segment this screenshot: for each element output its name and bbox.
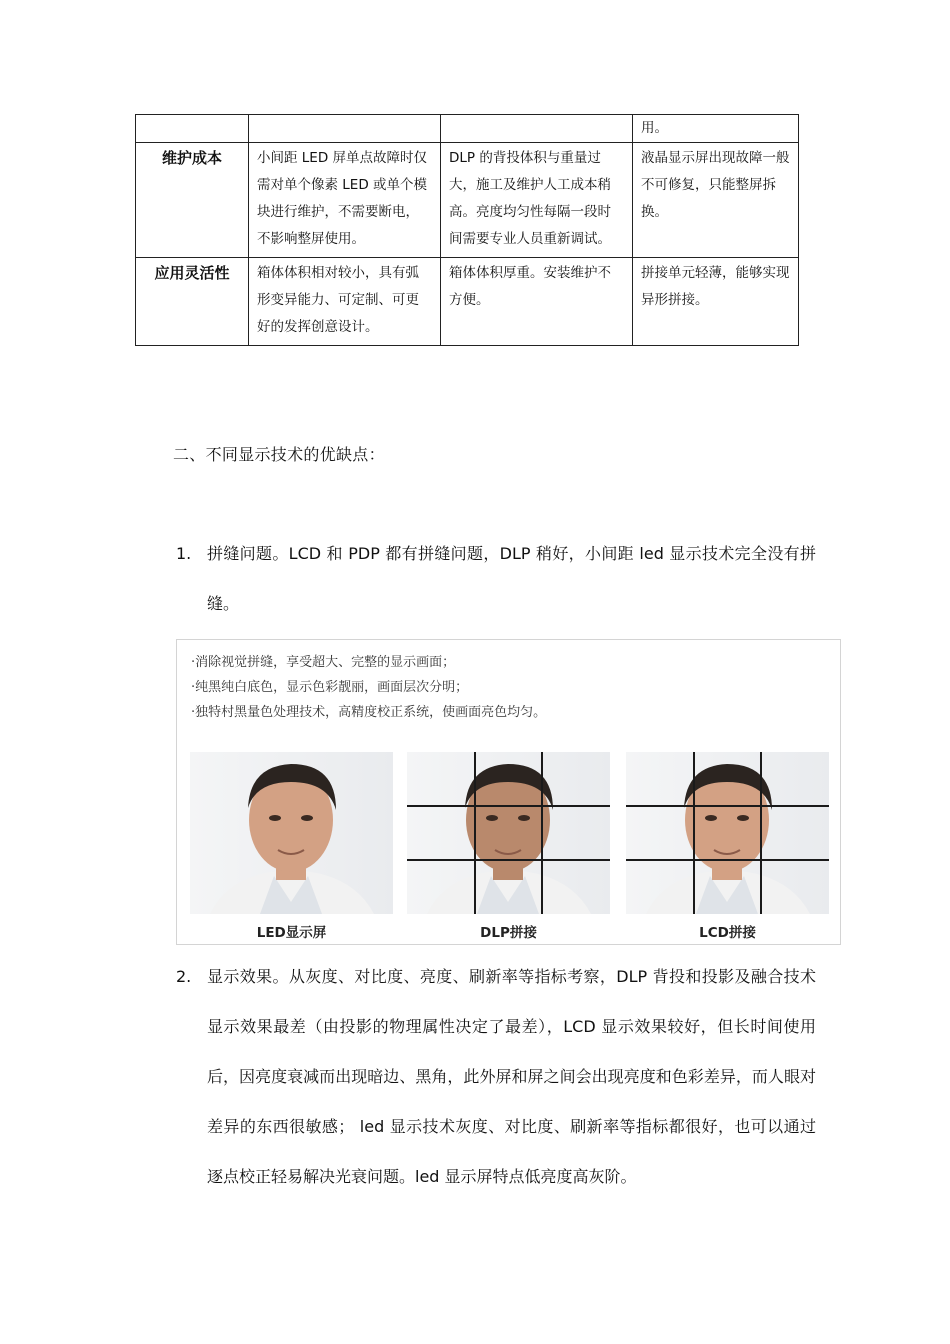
figure-bullet: ·独特村黑量色处理技术，高精度校正系统，使画面亮色均匀。 [191,705,547,720]
row-header-maintenance-cost: 维护成本 [136,143,249,258]
figure-bullets [191,650,546,725]
table-row [136,258,799,346]
table-cell: DLP 的背投体积与重量过大，施工及维护人工成本稍高。亮度均匀性每隔一段时间需要专业人员重新调试。 [441,143,633,258]
list-text: 拼缝问题。LCD 和 PDP 都有拼缝问题，DLP 稍好，小间距 led 显示技术完全没有拼缝。 [207,544,816,613]
row-header [136,115,249,143]
dlp-caption: DLP拼接 [480,925,537,941]
comparison-figure [176,639,841,945]
portrait-illustration [407,752,610,914]
table-cell: 拼接单元轻薄，能够实现异形拼接。 [633,258,799,346]
comparison-table [135,114,799,346]
table-cell: 箱体体积厚重。安装维护不方便。 [441,258,633,346]
table-cell: 用。 [633,115,799,143]
list-number: 1. [176,544,192,563]
table-cell [249,115,441,143]
dlp-portrait-image [407,752,610,914]
table-cell: 小间距 LED 屏单点故障时仅需对单个像素 LED 或单个模块进行维护，不需要断电，不影响整屏使用。 [249,143,441,258]
figure-bullet: ·纯黑纯白底色，显示色彩靓丽，画面层次分明； [191,680,469,695]
list-text: 显示效果。从灰度、对比度、亮度、刷新率等指标考察，DLP 背投和投影及融合技术显示效果最差（由投影的物理属性决定了最差），LCD 显示效果较好，但长时间使用后，因亮度衰减而出现暗边、黑角，此外屏和屏之间会出现亮度和色彩差异，而人眼对差异的东西很敏感； led 显示技术灰度、对比度、刷新率等指标都很好，也可以通过逐点校正轻易解决光衰问题。led 显示屏特点低亮度高灰阶。 [207,967,816,1186]
portrait-illustration [626,752,829,914]
table-row [136,115,799,143]
table-cell: 箱体体积相对较小，具有弧形变异能力、可定制、可更好的发挥创意设计。 [249,258,441,346]
led-caption: LED显示屏 [256,925,327,941]
list-number: 2. [176,967,192,986]
figure-bullet: ·消除视觉拼缝，享受超大、完整的显示画面； [191,655,456,670]
portrait-illustration [190,752,393,914]
lcd-caption: LCD拼接 [699,925,756,941]
table-row [136,143,799,258]
row-header-flexibility: 应用灵活性 [136,258,249,346]
lcd-portrait-image [626,752,829,914]
table-cell [441,115,633,143]
section-heading: 二、不同显示技术的优缺点： [173,445,385,464]
table-cell: 液晶显示屏出现故障一般不可修复，只能整屏拆换。 [633,143,799,258]
led-portrait-image [190,752,393,914]
